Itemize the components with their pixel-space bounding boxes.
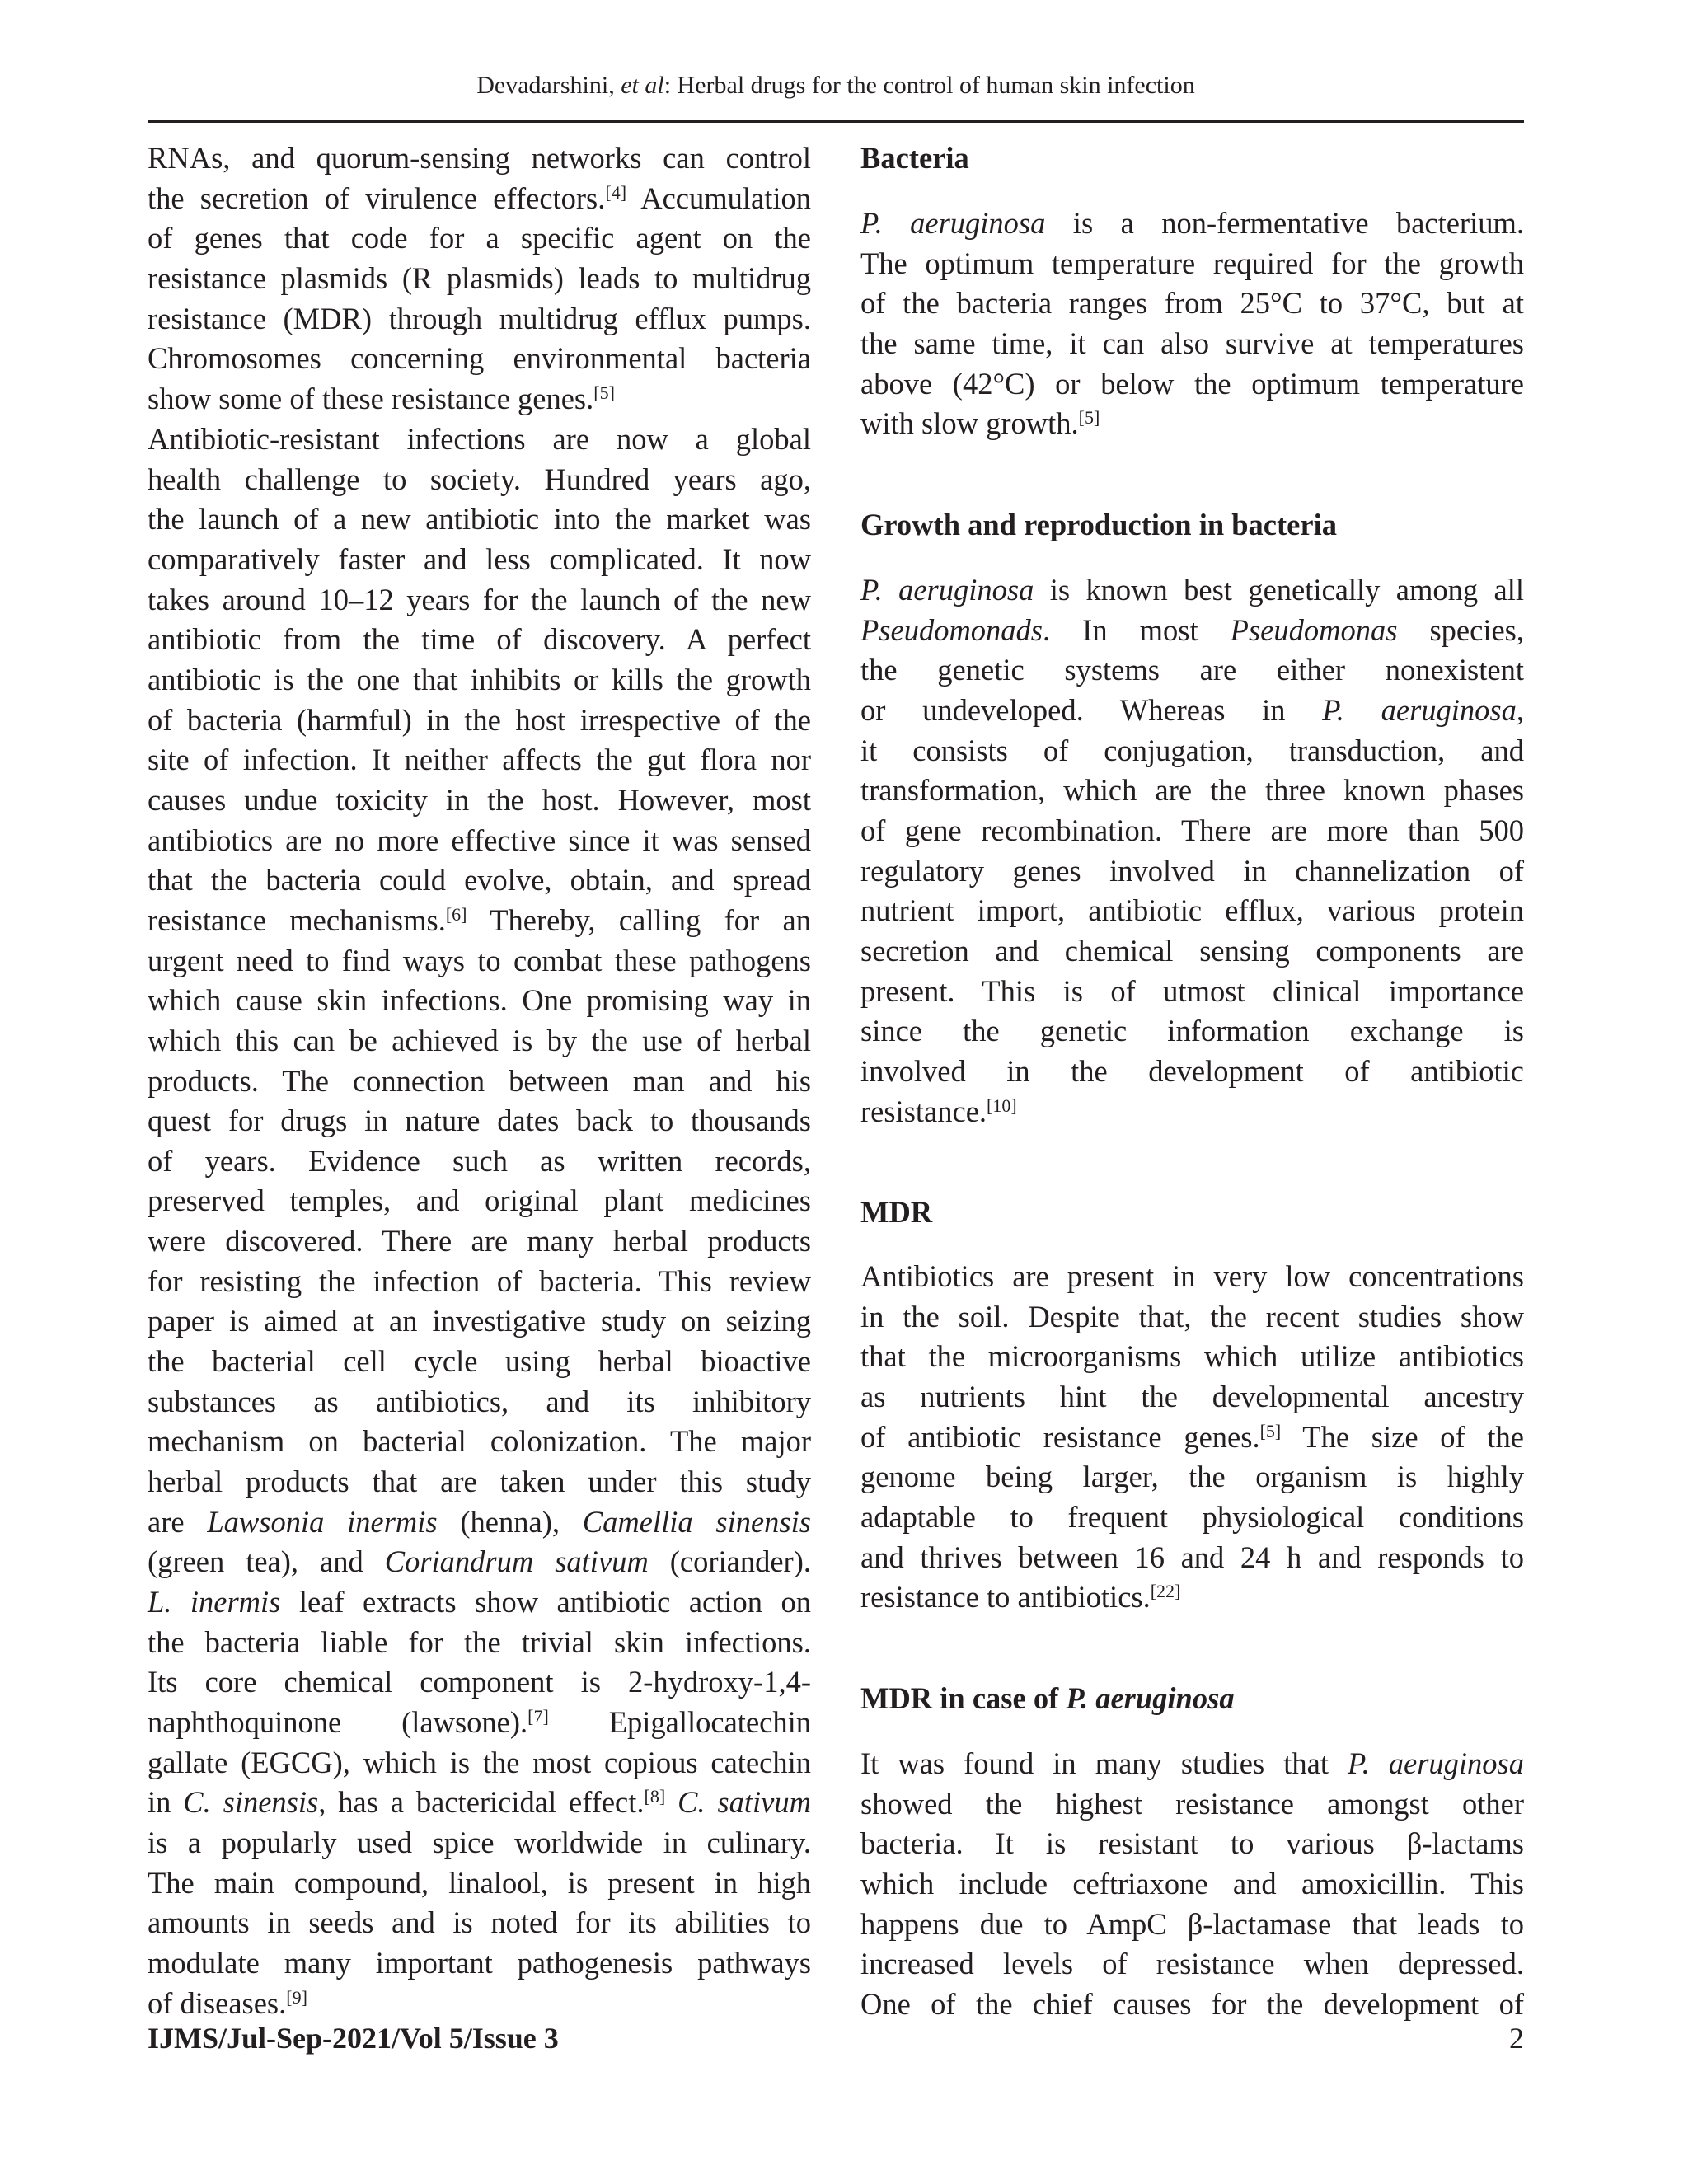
text-run: , — [1516, 692, 1524, 727]
text-run: of gene recombination. There are more than 500 — [860, 813, 1524, 847]
text-line — [148, 620, 811, 660]
text-line — [860, 284, 1524, 324]
text-run: MDR in case of — [860, 1681, 1067, 1715]
italic-term: P. aeruginosa — [1066, 1681, 1235, 1715]
text-line — [860, 1337, 1524, 1377]
text-run: site of infection. It neither affects the gut flora nor — [148, 743, 811, 777]
text-run: happens due to AmpC β-lactamase that leads to — [860, 1906, 1524, 1941]
text-line — [148, 580, 811, 621]
text-run: antibiotic from the time of discovery. A perfect — [148, 622, 811, 657]
text-run: as nutrients hint the developmental ancestry — [860, 1379, 1524, 1413]
text-run: The main compound, linalool, is present in high — [148, 1865, 811, 1900]
text-run: which cause skin infections. One promising way in — [148, 983, 811, 1018]
text-line — [148, 901, 811, 941]
text-line — [860, 1092, 1524, 1132]
text-line — [860, 731, 1524, 771]
text-line — [860, 691, 1524, 731]
text-line — [148, 1502, 811, 1543]
text-run: Antibiotics are present in very low concentrations — [860, 1259, 1524, 1293]
text-line — [860, 1011, 1524, 1052]
text-run: antibiotic is the one that inhibits or kills the growth — [148, 662, 811, 696]
text-run: above (42°C) or below the optimum temperature — [860, 366, 1524, 401]
text-run: it consists of conjugation, transduction, and — [860, 733, 1524, 767]
text-line — [148, 981, 811, 1021]
text-line — [860, 972, 1524, 1012]
text-line — [148, 821, 811, 861]
text-line — [148, 1582, 811, 1623]
text-run: bacteria. It is resistant to various β-lactams — [860, 1826, 1524, 1861]
italic-term: C. sinensis — [183, 1785, 319, 1820]
text-line — [148, 1382, 811, 1422]
page-number: 2 — [1509, 2022, 1524, 2055]
text-run: products. The connection between man and his — [148, 1063, 811, 1098]
text-line — [860, 1864, 1524, 1905]
text-line — [148, 1984, 811, 2024]
text-line — [148, 1623, 811, 1663]
text-line — [860, 505, 1524, 546]
text-line — [860, 1679, 1524, 1719]
text-line — [148, 138, 811, 179]
text-run: secretion and chemical sensing components are — [860, 933, 1524, 968]
text-run: Epigallocatechin — [548, 1705, 811, 1739]
text-line — [860, 811, 1524, 851]
text-run: were discovered. There are many herbal products — [148, 1224, 811, 1258]
text-line — [860, 891, 1524, 931]
text-line — [860, 1538, 1524, 1578]
text-run: The size of the — [1281, 1419, 1524, 1454]
text-run: in the soil. Despite that, the recent studies show — [860, 1299, 1524, 1333]
text-run: (coriander). — [648, 1544, 811, 1579]
running-header — [148, 68, 1524, 104]
text-run: of genes that code for a specific agent on the — [148, 221, 811, 255]
citation-ref: [4] — [605, 181, 627, 203]
text-run: comparatively faster and less complicated. It now — [148, 541, 811, 576]
text-run: naphthoquinone (lawsone). — [148, 1705, 528, 1739]
italic-term: P. aeruginosa — [860, 573, 1034, 607]
text-line — [860, 650, 1524, 691]
text-run: of years. Evidence such as written records, — [148, 1143, 811, 1178]
text-run: leaf extracts show antibiotic action on — [280, 1585, 811, 1619]
text-run: resistance. — [860, 1094, 987, 1128]
italic-term: P. aeruginosa — [1348, 1746, 1524, 1780]
text-line — [148, 1943, 811, 1984]
text-run: nutrient import, antibiotic efflux, various protein — [860, 893, 1524, 928]
text-run: amounts in seeds and is noted for its abilities to — [148, 1905, 811, 1940]
text-run: the same time, it can also survive at temperatures — [860, 326, 1524, 360]
citation-ref: [6] — [445, 903, 467, 925]
text-line — [860, 324, 1524, 364]
header-author: Devadarshini, — [476, 72, 621, 99]
section-heading — [860, 1679, 1524, 1719]
italic-term: P. aeruginosa — [1322, 692, 1517, 727]
text-run — [665, 1785, 678, 1819]
text-line — [148, 1542, 811, 1582]
text-line — [148, 780, 811, 821]
text-run: in — [148, 1785, 184, 1820]
text-line — [148, 1181, 811, 1221]
text-run: Its core chemical component is 2-hydroxy-1,4- — [148, 1665, 811, 1699]
paragraph — [860, 570, 1524, 1132]
text-run: regulatory genes involved in channelization of — [860, 853, 1524, 888]
text-line — [148, 179, 811, 219]
text-run: takes around 10–12 years for the launch of the new — [148, 582, 811, 616]
text-run: resistance (MDR) through multidrug efflux pumps. — [148, 301, 811, 335]
text-run: or undeveloped. Whereas in — [860, 692, 1323, 727]
text-run: Accumulation — [626, 180, 811, 215]
text-line — [860, 1944, 1524, 1985]
text-run: is a non-fermentative bacterium. — [1045, 206, 1524, 240]
header-et-al: et al — [621, 72, 664, 99]
text-run: of antibiotic resistance genes. — [860, 1419, 1260, 1454]
text-run: since the genetic information exchange is — [860, 1014, 1524, 1048]
text-line — [148, 1221, 811, 1262]
text-line — [860, 1744, 1524, 1784]
text-line — [148, 1703, 811, 1743]
text-run: that the microorganisms which utilize antibiotics — [860, 1339, 1524, 1374]
text-run: RNAs, and quorum-sensing networks can control — [148, 141, 811, 175]
text-run: that the bacteria could evolve, obtain, and spread — [148, 863, 811, 898]
text-line — [860, 931, 1524, 972]
text-line — [148, 379, 811, 419]
text-run: , has a bactericidal effect. — [318, 1785, 645, 1820]
text-run: the bacterial cell cycle using herbal bioactive — [148, 1344, 811, 1379]
text-line — [148, 660, 811, 701]
text-run: causes undue toxicity in the host. However, most — [148, 782, 811, 817]
text-run: involved in the development of antibiotic — [860, 1053, 1524, 1088]
text-run: Antibiotic-resistant infections are now a global — [148, 422, 811, 456]
text-run: of the bacteria ranges from 25°C to 37°C, but at — [860, 286, 1524, 321]
text-run: Growth and reproduction in bacteria — [860, 508, 1337, 541]
text-line — [148, 740, 811, 780]
text-line — [148, 259, 811, 299]
text-line — [860, 771, 1524, 811]
text-run: resistance plasmids (R plasmids) leads to multidrug — [148, 260, 811, 295]
text-line — [148, 1662, 811, 1703]
text-line — [148, 540, 811, 580]
text-line — [148, 499, 811, 540]
text-line — [148, 299, 811, 340]
text-run: the genetic systems are either nonexistent — [860, 653, 1524, 687]
text-line — [148, 1863, 811, 1904]
text-run: of diseases. — [148, 1985, 287, 2020]
citation-ref: [22] — [1150, 1581, 1181, 1602]
text-line — [860, 1418, 1524, 1458]
header-title: : Herbal drugs for the control of human skin infection — [663, 72, 1195, 99]
citation-ref: [5] — [1259, 1420, 1282, 1441]
section-heading — [860, 505, 1524, 546]
paragraph — [148, 138, 811, 419]
italic-term: Lawsonia inermis — [207, 1504, 438, 1539]
text-run: show some of these resistance genes. — [148, 381, 594, 415]
text-run: health challenge to society. Hundred years ago, — [148, 462, 811, 496]
text-line — [148, 1101, 811, 1141]
text-line — [860, 851, 1524, 892]
text-run: present. This is of utmost clinical importance — [860, 973, 1524, 1008]
text-run: Thereby, calling for an — [467, 902, 811, 937]
text-line — [148, 339, 811, 379]
text-line — [860, 570, 1524, 611]
text-line — [860, 404, 1524, 444]
text-run: transformation, which are the three known phases — [860, 773, 1524, 808]
text-line — [148, 1141, 811, 1182]
text-run: which this can be achieved is by the use of herbal — [148, 1023, 811, 1057]
text-run: Bacteria — [860, 141, 969, 175]
text-run: with slow growth. — [860, 406, 1079, 441]
text-run: gallate (EGCG), which is the most copious catechin — [148, 1745, 811, 1779]
text-line — [148, 941, 811, 982]
paragraph — [860, 1744, 1524, 2025]
text-line — [860, 1905, 1524, 1945]
text-line — [148, 1422, 811, 1462]
text-line — [148, 701, 811, 741]
text-line — [148, 1743, 811, 1783]
text-run: of bacteria (harmful) in the host irrespective of the — [148, 702, 811, 737]
text-line — [148, 1823, 811, 1863]
text-line — [860, 1824, 1524, 1864]
italic-term: Pseudomonas — [1230, 612, 1398, 647]
text-run: resistance to antibiotics. — [860, 1580, 1151, 1615]
citation-ref: [10] — [987, 1094, 1017, 1116]
text-line — [148, 1301, 811, 1342]
journal-citation: IJMS/Jul-Sep-2021/Vol 5/Issue 3 — [148, 2022, 559, 2055]
text-run: (green tea), and — [148, 1544, 385, 1579]
text-run: the launch of a new antibiotic into the market was — [148, 502, 811, 537]
text-line — [860, 364, 1524, 405]
text-line — [860, 1193, 1524, 1233]
text-line — [860, 1297, 1524, 1338]
text-line — [860, 138, 1524, 179]
italic-term: Camellia sinensis — [582, 1504, 811, 1539]
citation-ref: [9] — [286, 1986, 307, 2008]
text-run: preserved temples, and original plant medicines — [148, 1183, 811, 1218]
section-heading — [860, 138, 1524, 179]
text-run: herbal products that are taken under this study — [148, 1465, 811, 1499]
citation-ref: [5] — [1078, 407, 1100, 429]
text-run: It was found in many studies that — [860, 1746, 1348, 1780]
text-line — [860, 611, 1524, 651]
text-run: are — [148, 1504, 208, 1539]
text-run: urgent need to find ways to combat these pathogens — [148, 943, 811, 977]
text-run: paper is aimed at an investigative study on seizing — [148, 1304, 811, 1338]
text-line — [860, 1784, 1524, 1825]
text-run: which include ceftriaxone and amoxicillin. This — [860, 1866, 1524, 1900]
text-run: Chromosomes concerning environmental bacteria — [148, 341, 811, 376]
text-line — [148, 419, 811, 460]
text-line — [860, 1497, 1524, 1538]
text-run: substances as antibiotics, and its inhibitory — [148, 1384, 811, 1418]
text-run: the bacteria liable for the trivial skin infections. — [148, 1624, 811, 1659]
text-line — [148, 1062, 811, 1102]
text-run: the secretion of virulence effectors. — [148, 180, 606, 215]
text-run: MDR — [860, 1195, 933, 1229]
text-line — [148, 1262, 811, 1302]
text-line — [148, 1021, 811, 1062]
text-run: antibiotics are no more effective since it was sensed — [148, 823, 811, 857]
text-line — [148, 1903, 811, 1943]
text-run: for resisting the infection of bacteria. This review — [148, 1263, 811, 1298]
text-run: showed the highest resistance amongst other — [860, 1786, 1524, 1821]
italic-term: C. sativum — [678, 1785, 811, 1820]
paragraph — [860, 1257, 1524, 1618]
text-run: . In most — [1043, 612, 1231, 647]
text-run: resistance mechanisms. — [148, 902, 446, 937]
text-line — [860, 1985, 1524, 2025]
text-line — [860, 204, 1524, 244]
paragraph — [860, 204, 1524, 444]
text-line — [860, 1577, 1524, 1618]
text-line — [148, 460, 811, 500]
text-line — [148, 1342, 811, 1382]
text-run: genome being larger, the organism is highly — [860, 1460, 1524, 1494]
citation-ref: [8] — [644, 1786, 666, 1807]
italic-term: L. inermis — [148, 1585, 281, 1619]
text-line — [148, 1783, 811, 1823]
text-line — [860, 244, 1524, 284]
text-line — [148, 1462, 811, 1502]
text-run: (henna), — [437, 1504, 583, 1539]
text-run: quest for drugs in nature dates back to thousands — [148, 1104, 811, 1138]
text-line — [148, 860, 811, 901]
text-line — [860, 1257, 1524, 1297]
italic-term: P. aeruginosa — [860, 206, 1046, 240]
text-line — [860, 1377, 1524, 1418]
citation-ref: [7] — [528, 1706, 549, 1727]
text-run: species, — [1397, 612, 1524, 647]
text-run: The optimum temperature required for the growth — [860, 246, 1524, 280]
header-rule — [148, 120, 1524, 123]
citation-ref: [5] — [593, 382, 615, 403]
text-line — [148, 218, 811, 259]
text-run: and thrives between 16 and 24 h and responds to — [860, 1540, 1524, 1574]
text-run: modulate many important pathogenesis pathways — [148, 1945, 811, 1980]
paragraph — [148, 419, 811, 2023]
text-line — [860, 1457, 1524, 1497]
text-line — [860, 1052, 1524, 1092]
text-run: is a popularly used spice worldwide in culinary. — [148, 1825, 811, 1859]
text-run: mechanism on bacterial colonization. The major — [148, 1424, 811, 1459]
text-run: increased levels of resistance when depressed. — [860, 1947, 1524, 1981]
text-run: adaptable to frequent physiological conditions — [860, 1499, 1524, 1534]
italic-term: Pseudomonads — [860, 612, 1043, 647]
section-heading — [860, 1193, 1524, 1233]
text-run: is known best genetically among all — [1034, 573, 1524, 607]
italic-term: Coriandrum sativum — [384, 1544, 649, 1579]
text-run: One of the chief causes for the development of — [860, 1986, 1524, 2021]
